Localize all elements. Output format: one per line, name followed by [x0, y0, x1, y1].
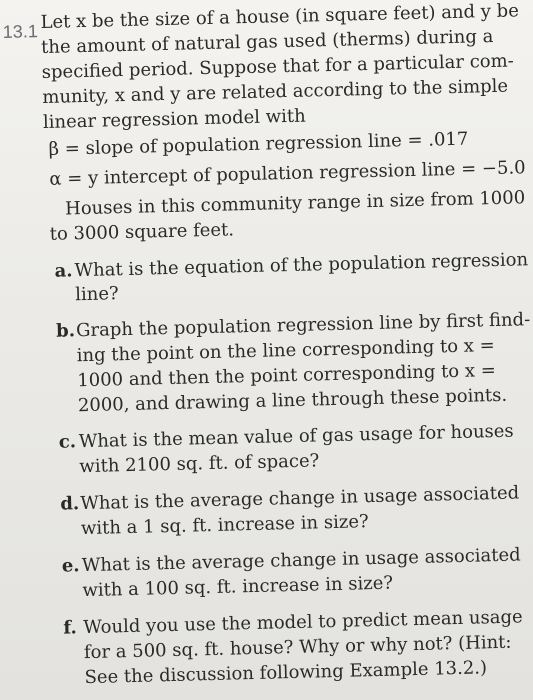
- intro-line-4: munity, x and y are related according to the simple: [42, 75, 509, 108]
- intro-line-5: linear regression model with: [42, 105, 306, 133]
- part-e-letter: e.: [61, 555, 80, 577]
- intro-line-1: Let x be the size of a house (in square feet) and y be: [40, 0, 520, 34]
- intro-line-2: the amount of natural gas used (therms) during a: [40, 25, 494, 59]
- problem-number: 13.1: [2, 21, 39, 42]
- part-b-line-3: 1000 and then the point corresponding to x =: [77, 360, 497, 392]
- part-e-line-2: with a 100 sq. ft. increase in size?: [82, 572, 394, 602]
- part-d-line-1: What is the average change in usage associated: [80, 482, 520, 515]
- part-c-line-2: with 2100 sq. ft. of space?: [79, 450, 320, 478]
- part-b-letter: b.: [55, 320, 76, 342]
- part-f-letter: f.: [63, 617, 77, 639]
- range-line-2: to 3000 square feet.: [49, 219, 235, 245]
- slope-formula: β = slope of population regression line = .017: [48, 128, 469, 160]
- part-b-line-1: Graph the population regression line by first find-: [75, 309, 531, 342]
- part-b-line-4: 2000, and drawing a line through these points.: [77, 384, 508, 417]
- part-e-line-1: What is the average change in usage associated: [81, 544, 521, 577]
- part-c-line-1: What is the mean value of gas usage for houses: [78, 420, 514, 453]
- part-f-line-2: for a 500 sq. ft. house? Why or why not? (Hint:: [83, 631, 512, 664]
- part-f-line-1: Would you use the model to predict mean usage: [83, 606, 523, 639]
- part-c-letter: c.: [58, 431, 77, 453]
- part-b-line-2: ing the point on the line corresponding to x =: [76, 335, 495, 367]
- part-a-line-2: line?: [74, 283, 119, 306]
- intro-line-3: specified period. Suppose that for a particular com-: [41, 50, 515, 83]
- intercept-formula: α = y intercept of population regression line = −5.0: [49, 157, 526, 190]
- part-d-line-2: with a 1 sq. ft. increase in size?: [80, 511, 369, 540]
- part-d-letter: d.: [60, 493, 80, 515]
- part-f-line-3: See the discussion following Example 13.2.): [84, 657, 488, 689]
- part-a-letter: a.: [54, 260, 73, 282]
- part-a-line-1: What is the equation of the population regression: [74, 249, 529, 282]
- range-line-1: Houses in this community range in size from 1000: [64, 187, 526, 220]
